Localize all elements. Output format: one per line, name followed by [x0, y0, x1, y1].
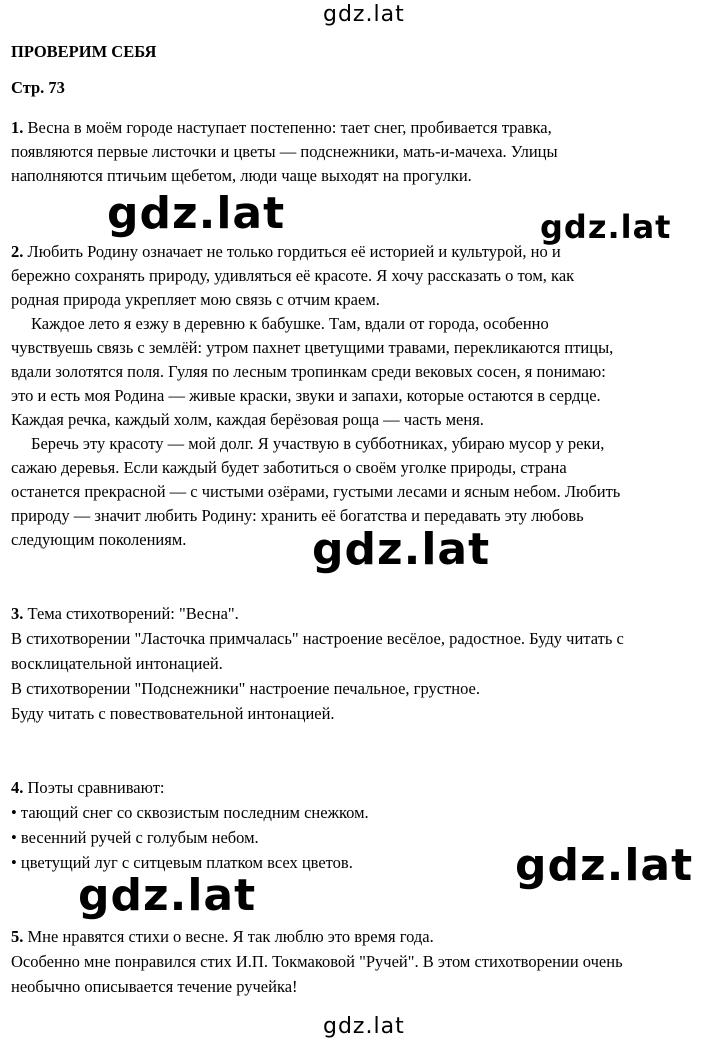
section-2-paragraph-2-line-5: Каждая речка, каждый холм, каждая берёзовая роща — часть меня.	[11, 410, 484, 429]
watermark-center: gdz.lat	[312, 524, 491, 575]
section-2-paragraph-2-line-1: Каждое лето я езжу в деревню к бабушке. Там, вдали от города, особенно	[31, 314, 549, 333]
section-2-text-1: Любить Родину означает не только гордиться её историей и культурой, но и	[23, 242, 561, 261]
section-3-number: 3.	[11, 604, 24, 623]
watermark-top: gdz.lat	[323, 2, 405, 27]
watermark-bottom: gdz.lat	[323, 1014, 405, 1039]
page-reference: Стр. 73	[11, 78, 65, 97]
section-1-line-2: появляются первые листочки и цветы — подснежники, мать-и-мачеха. Улицы	[11, 142, 558, 161]
watermark-right-2: gdz.lat	[515, 840, 694, 891]
section-4-bullet-1: • тающий снег со сквозистым последним снежком.	[11, 803, 369, 822]
section-2-line-3: родная природа укрепляет мою связь с отчим краем.	[11, 290, 380, 309]
section-2-paragraph-3-line-5: следующим поколениям.	[11, 530, 187, 549]
section-2-paragraph-3-line-1: Беречь эту красоту — мой долг. Я участвую в субботниках, убираю мусор у реки,	[31, 434, 605, 453]
section-4-bullet-3: • цветущий луг с ситцевым платком всех цветов.	[11, 853, 353, 872]
section-3-line-3: восклицательной интонацией.	[11, 654, 223, 673]
section-1-line-1	[11, 116, 711, 140]
section-5-number: 5.	[11, 927, 24, 946]
section-1-number: 1.	[11, 118, 24, 137]
section-5-line-2: Особенно мне понравился стих И.П. Токмаковой "Ручей". В этом стихотворении очень	[11, 952, 623, 971]
section-3-line-4: В стихотворении "Подснежники" настроение печальное, грустное.	[11, 679, 481, 698]
section-4-text-1: Поэты сравнивают:	[23, 778, 165, 797]
section-1-line-3: наполняются птичьим щебетом, люди чаще выходят на прогулки.	[11, 166, 472, 185]
section-5-line-1	[11, 925, 711, 949]
section-2-paragraph-3-line-3: останется прекрасной — с чистыми озёрами, густыми лесами и ясным небом. Любить	[11, 482, 621, 501]
page-heading: ПРОВЕРИМ СЕБЯ	[11, 42, 157, 61]
section-2-line-2: бережно сохранять природу, удивляться её красоте. Я хочу рассказать о том, как	[11, 266, 575, 285]
section-4-number: 4.	[11, 778, 24, 797]
watermark-right-1: gdz.lat	[540, 208, 672, 246]
section-3-line-1	[11, 602, 711, 626]
section-1-text-1: Весна в моём городе наступает постепенно: тает снег, пробивается травка,	[23, 118, 552, 137]
section-2-paragraph-3-line-2: сажаю деревья. Если каждый будет заботиться о своём уголке природы, страна	[11, 458, 567, 477]
section-5-text-1: Мне нравятся стихи о весне. Я так люблю это время года.	[23, 927, 434, 946]
section-2-paragraph-2-line-3: вдали золотятся поля. Гуляя по лесным тропинкам среди вековых сосен, я понимаю:	[11, 362, 606, 381]
section-2-number: 2.	[11, 242, 24, 261]
section-2-paragraph-3-line-4: природу — значит любить Родину: хранить её богатства и передавать эту любовь	[11, 506, 584, 525]
section-3-text-1: Тема стихотворений: "Весна".	[23, 604, 239, 623]
section-3-line-5: Буду читать с повествовательной интонацией.	[11, 704, 335, 723]
watermark-left-1: gdz.lat	[107, 188, 286, 239]
section-2-line-1	[11, 240, 711, 264]
section-2-paragraph-2-line-2: чувствуешь связь с землёй: утром пахнет цветущими травами, перекликаются птицы,	[11, 338, 614, 357]
section-3-line-2: В стихотворении "Ласточка примчалась" настроение весёлое, радостное. Буду читать с	[11, 629, 624, 648]
section-4-line-1	[11, 776, 711, 800]
section-2-paragraph-2-line-4: это и есть моя Родина — живые краски, звуки и запахи, которые остаются в сердце.	[11, 386, 601, 405]
section-4-bullet-2: • весенний ручей с голубым небом.	[11, 828, 259, 847]
section-5-line-3: необычно описывается течение ручейка!	[11, 977, 298, 996]
watermark-left-2: gdz.lat	[78, 870, 257, 921]
